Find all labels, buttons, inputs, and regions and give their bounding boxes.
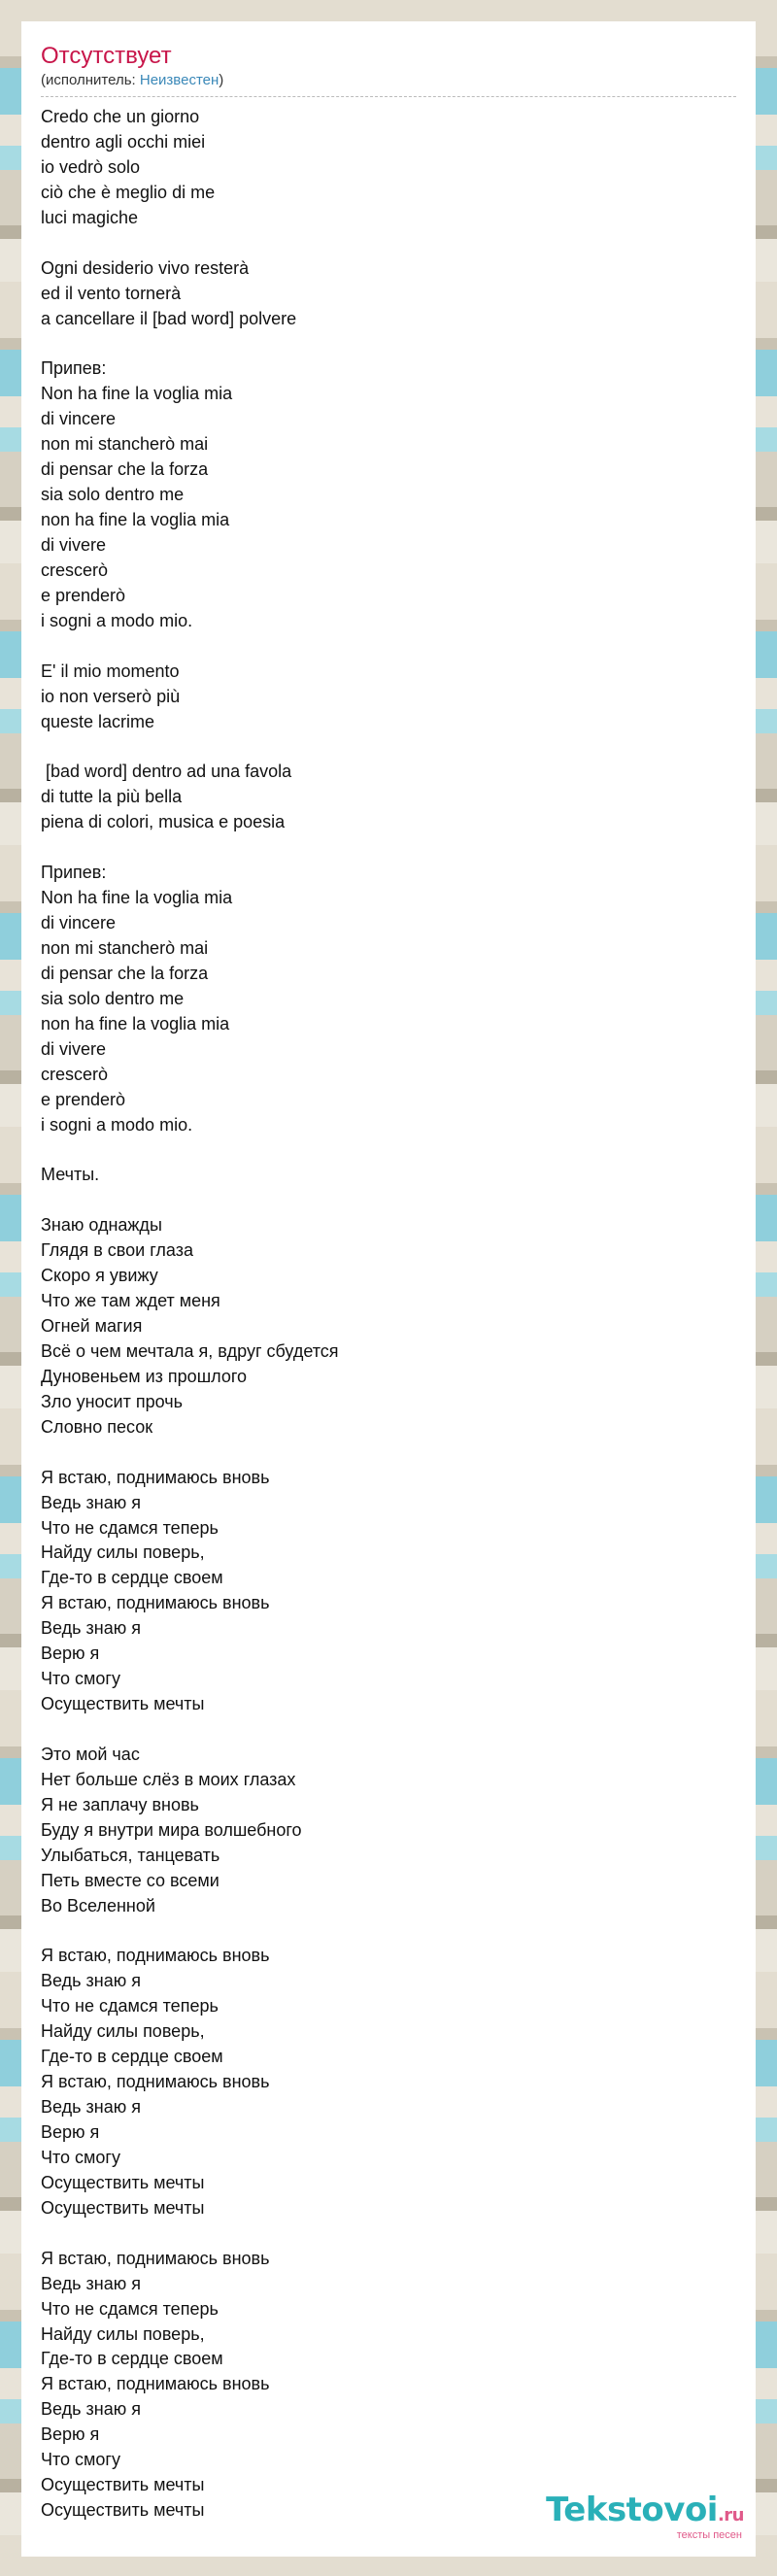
lyric-line: sia solo dentro me (41, 988, 185, 1008)
lyric-line: Non ha fine la voglia mia (41, 888, 233, 908)
lyric-line: Я не заплачу вновь (41, 1794, 199, 1814)
lyric-line: e prenderò (41, 585, 126, 605)
lyric-line: di vivere (41, 1038, 107, 1059)
lyric-blank-line (41, 1441, 736, 1466)
lyric-line: Что смогу (41, 1669, 121, 1689)
lyric-line: Non ha fine la voglia mia (41, 384, 233, 404)
logo-name: Tekstovoi (546, 2491, 718, 2529)
lyric-line: crescerò (41, 1064, 109, 1084)
lyric-line: non ha fine la voglia mia (41, 510, 230, 529)
lyric-line: di vincere (41, 409, 117, 429)
lyric-blank-line (41, 734, 736, 760)
lyric-line: Найду силы поверь, (41, 2021, 205, 2042)
lyric-line: Ведь знаю я (41, 1971, 141, 1991)
byline-prefix: (исполнитель: (41, 72, 140, 88)
lyric-line: Знаю однажды (41, 1215, 162, 1236)
song-title: Отсутствует (41, 43, 172, 69)
lyric-line: Нет больше слёз в моих глазах (41, 1769, 296, 1789)
lyric-line: i sogni a modo mio. (41, 610, 193, 630)
lyric-line: piena di colori, musica e poesia (41, 812, 286, 832)
lyric-line: ed il vento tornerà (41, 283, 182, 303)
lyric-line: Огней магия (41, 1316, 143, 1336)
lyric-blank-line (41, 331, 736, 356)
lyric-line: queste lacrime (41, 711, 155, 731)
lyric-line: Ведь знаю я (41, 1492, 141, 1512)
lyric-line: Ведь знаю я (41, 1618, 141, 1639)
lyric-line: di vivere (41, 534, 107, 555)
lyric-line: Что не сдамся теперь (41, 2298, 219, 2319)
lyric-blank-line (41, 1188, 736, 1213)
lyrics-text (41, 105, 736, 2524)
lyric-line: Я встаю, поднимаюсь вновь (41, 2248, 270, 2268)
lyric-line: Осуществить мечты (41, 2172, 205, 2192)
lyric-blank-line (41, 634, 736, 660)
logo-tld: .ru (717, 2505, 744, 2525)
lyric-line: Мечты. (41, 1165, 100, 1185)
lyric-line: Осуществить мечты (41, 2500, 205, 2521)
lyric-line: Найду силы поверь, (41, 2323, 205, 2344)
lyric-line: crescerò (41, 559, 109, 580)
lyric-line: Петь вместе со всеми (41, 1870, 220, 1890)
lyric-line: Что же там ждет меня (41, 1291, 220, 1311)
lyric-line: e prenderò (41, 1089, 126, 1109)
lyric-line: Я встаю, поднимаюсь вновь (41, 2072, 270, 2092)
lyric-line: [bad word] dentro ad una favola (41, 762, 292, 782)
lyric-blank-line (41, 231, 736, 256)
lyric-line: Ogni desiderio vivo resterà (41, 257, 250, 278)
lyric-line: Припев: (41, 863, 107, 883)
lyric-blank-line (41, 1717, 736, 1743)
lyric-line: Credo che un giorno (41, 107, 200, 126)
lyric-blank-line (41, 1137, 736, 1163)
lyric-line: luci magiche (41, 207, 139, 227)
site-logo[interactable] (546, 2492, 744, 2541)
lyric-line: Я встаю, поднимаюсь вновь (41, 1467, 270, 1487)
lyric-line: non mi stancherò mai (41, 937, 209, 958)
lyric-line: Я встаю, поднимаюсь вновь (41, 1946, 270, 1966)
lyric-line: Найду силы поверь, (41, 1542, 205, 1563)
lyric-line: Где-то в сердце своем (41, 2047, 223, 2067)
lyric-blank-line (41, 1919, 736, 1945)
lyric-blank-line (41, 2221, 736, 2247)
lyric-line: Всё о чем мечтала я, вдруг сбудется (41, 1340, 339, 1361)
lyric-line: Я встаю, поднимаюсь вновь (41, 2374, 270, 2394)
lyric-line: Осуществить мечты (41, 2197, 205, 2218)
lyric-line: Ведь знаю я (41, 2273, 141, 2293)
lyric-line: Словно песок (41, 1416, 153, 1437)
song-byline (41, 72, 736, 97)
lyric-line: io non verserò più (41, 686, 181, 706)
lyric-line: Что не сдамся теперь (41, 1517, 219, 1538)
lyric-blank-line (41, 835, 736, 861)
lyric-line: Где-то в сердце своем (41, 2349, 223, 2369)
lyric-line: Я встаю, поднимаюсь вновь (41, 1593, 270, 1613)
lyric-line: Где-то в сердце своем (41, 1568, 223, 1588)
lyric-line: Улыбаться, танцевать (41, 1845, 220, 1865)
lyric-line: non ha fine la voglia mia (41, 1013, 230, 1034)
lyric-line: Буду я внутри мира волшебного (41, 1819, 302, 1840)
lyric-line: Что смогу (41, 2450, 121, 2470)
lyric-line: Ведь знаю я (41, 2097, 141, 2118)
lyric-line: di pensar che la forza (41, 459, 209, 480)
lyric-line: di vincere (41, 913, 117, 932)
lyric-line: di pensar che la forza (41, 963, 209, 983)
lyric-line: Зло уносит прочь (41, 1391, 183, 1411)
lyrics-card (21, 21, 756, 2557)
lyric-line: Осуществить мечты (41, 1694, 205, 1714)
lyric-line: Верю я (41, 1644, 100, 1664)
lyric-line: Что не сдамся теперь (41, 1996, 219, 2017)
lyric-line: sia solo dentro me (41, 485, 185, 505)
lyric-line: Ведь знаю я (41, 2399, 141, 2420)
lyric-line: di tutte la più bella (41, 787, 183, 807)
lyric-line: ciò che è meglio di me (41, 182, 216, 202)
lyric-line: Что смогу (41, 2147, 121, 2167)
lyric-line: Верю я (41, 2424, 100, 2445)
lyric-line: io vedrò solo (41, 156, 141, 177)
lyric-line: Это мой час (41, 1744, 140, 1764)
lyric-line: a cancellare il [bad word] polvere (41, 308, 297, 328)
lyric-line: i sogni a modo mio. (41, 1114, 193, 1135)
lyric-line: E' il mio momento (41, 661, 180, 681)
lyric-line: Глядя в свои глаза (41, 1240, 193, 1261)
lyric-line: Осуществить мечты (41, 2475, 205, 2495)
lyric-line: dentro agli occhi miei (41, 131, 206, 152)
lyric-line: Скоро я увижу (41, 1266, 158, 1286)
logo-tagline: тексты песен (676, 2529, 742, 2541)
lyric-line: Верю я (41, 2122, 100, 2142)
lyric-line: Во Вселенной (41, 1895, 155, 1915)
lyric-line: Припев: (41, 358, 107, 379)
lyric-line: non mi stancherò mai (41, 434, 209, 455)
artist-link[interactable]: Неизвестен (139, 72, 220, 88)
byline-suffix: ) (219, 72, 224, 88)
lyric-line: Дуновеньем из прошлого (41, 1366, 248, 1386)
